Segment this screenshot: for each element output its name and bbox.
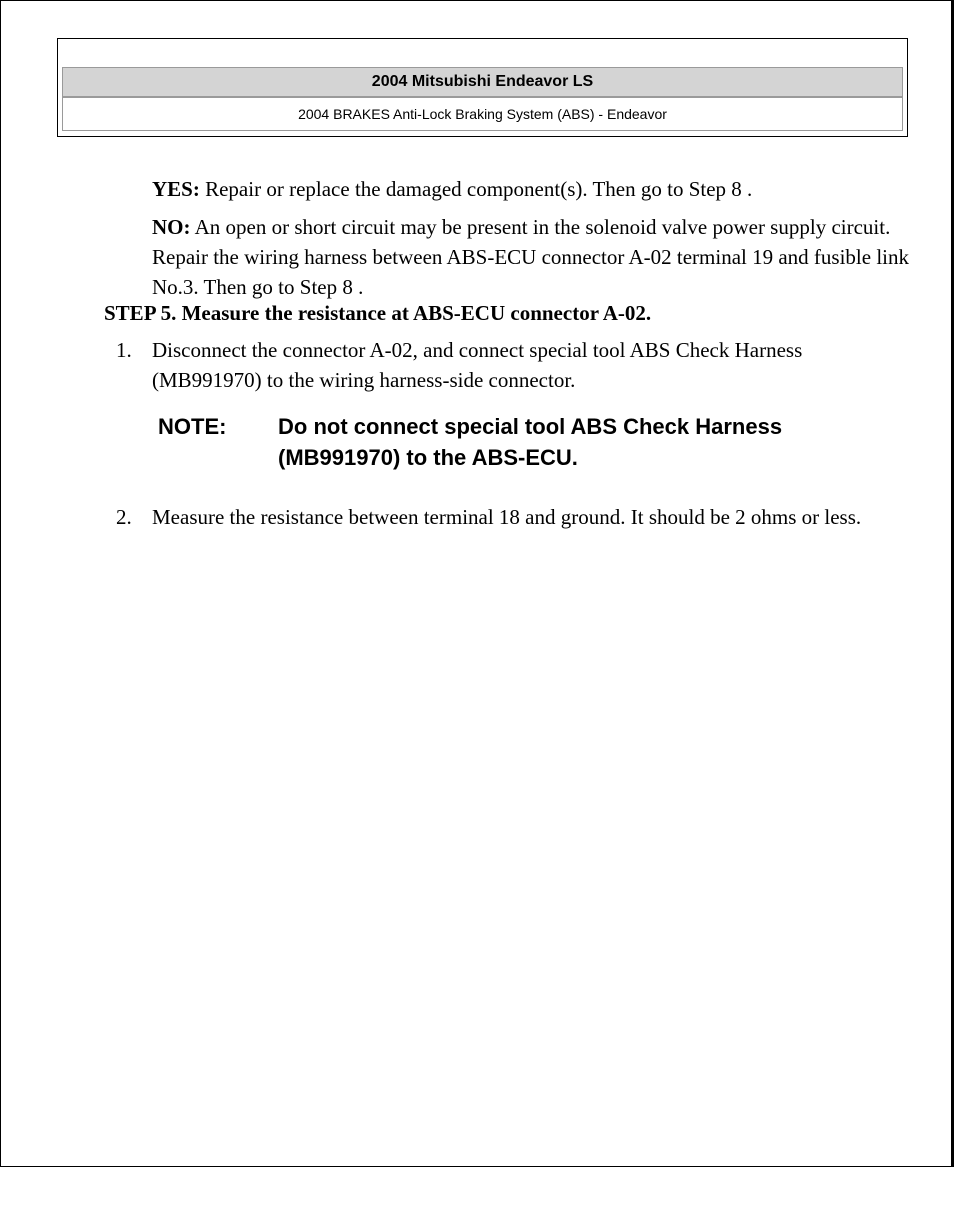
list-item-number: 1. [116,338,132,362]
no-text: An open or short circuit may be present in the solenoid valve power supply circuit. Repair the wiring harness between ABS-ECU connector A-02 terminal 19 and fusible link No.3. Then go to Step 8 . [152,215,909,299]
yes-label: YES: [152,177,200,201]
header-title: 2004 Mitsubishi Endeavor LS [62,67,903,97]
yes-paragraph [152,174,912,204]
step-heading: STEP 5. Measure the resistance at ABS-ECU connector A-02. [104,301,652,325]
yes-text: Repair or replace the damaged component(s). Then go to Step 8 . [199,177,753,201]
note-label: NOTE: [158,414,227,439]
list-item-number: 2. [116,505,132,529]
header-subtitle: 2004 BRAKES Anti-Lock Braking System (ABS) - Endeavor [62,97,903,131]
list-item-text: Measure the resistance between terminal 18 and ground. It should be 2 ohms or less. [152,505,862,529]
note-text: Do not connect special tool ABS Check Harness (MB991970) to the ABS-ECU. [278,414,783,470]
no-label: NO: [152,215,191,239]
document-header [57,38,908,137]
list-item-text: Disconnect the connector A-02, and connect special tool ABS Check Harness (MB991970) to the wiring harness-side connector. [152,338,803,392]
page-bottom-line [0,1166,954,1167]
no-paragraph [152,212,912,302]
